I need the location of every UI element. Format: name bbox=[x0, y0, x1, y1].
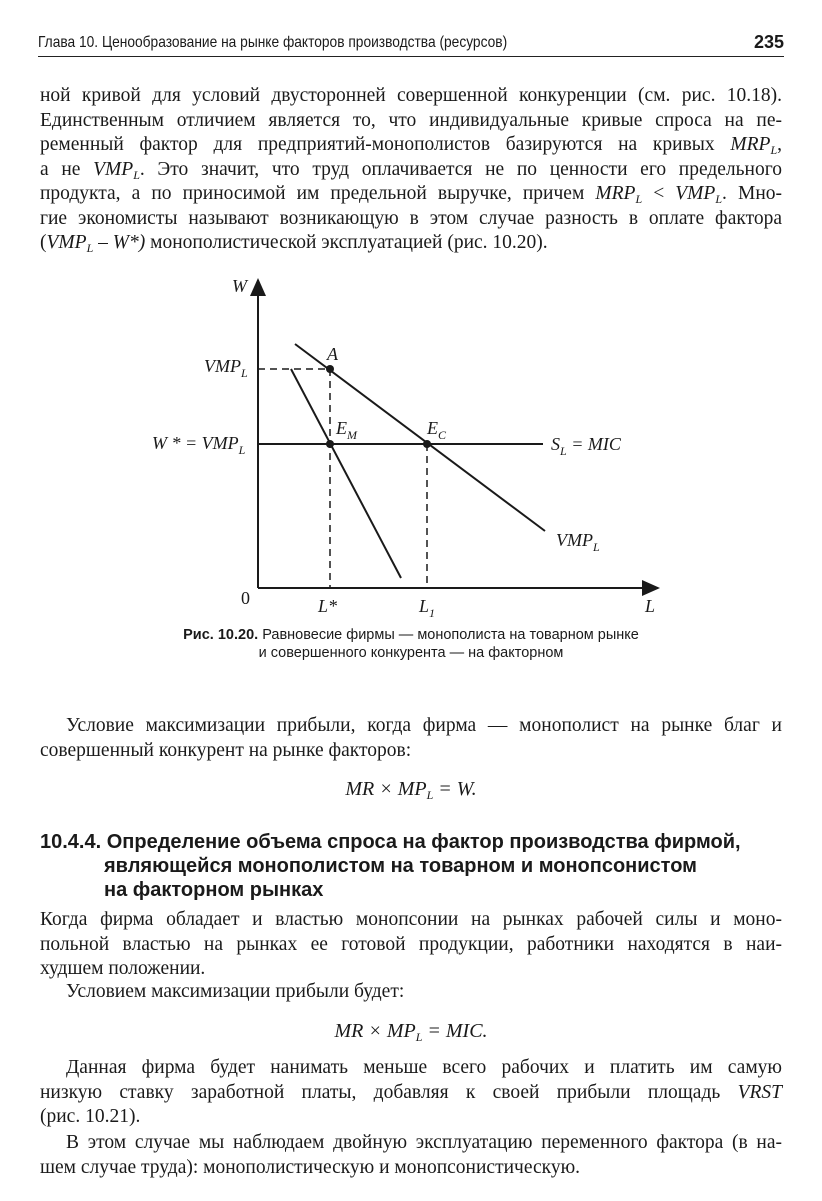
text-line: Условием максимизации прибыли будет: bbox=[66, 981, 405, 1002]
text-line: $(VMP_L - W*)$ монополистической эксплуатацией (рис. 10.20). bbox=[40, 232, 548, 255]
text-line: шем случае труда): монополистическую и монопсонистическую. bbox=[40, 1156, 581, 1178]
text-line: продукта, а по приносимой им предельной выручке, причем $MRP_L < VMP_L$. Мно- bbox=[40, 183, 782, 206]
figure-10-20 bbox=[0, 270, 822, 620]
text-line: Условие максимизации прибыли, когда фирма — монополист на рынке благ и bbox=[66, 715, 782, 736]
formula-mr-mp-mic: MR × $MP_L$ = MIC. bbox=[334, 1020, 488, 1044]
running-header bbox=[38, 30, 784, 57]
mrp-curve bbox=[291, 369, 401, 578]
chapter-title: Глава 10. Ценообразование на рынке факторов производства (ресурсов) bbox=[38, 34, 508, 51]
paragraph-condition bbox=[40, 714, 782, 763]
text-line: худшем положении. bbox=[40, 958, 206, 979]
supply-mic-label: $S_L$ = MIC bbox=[551, 434, 621, 458]
w-axis-label: W bbox=[232, 276, 247, 296]
text-line: совершенный конкурент на рынке факторов: bbox=[40, 739, 412, 761]
text-line: Когда фирма обладает и властью монопсонии на рынках рабочей силы и моно- bbox=[40, 909, 782, 930]
caption-text: и совершенного конкурента — на факторном bbox=[258, 645, 564, 661]
point-em-label: $E_M$ bbox=[336, 418, 357, 442]
wstar-axis-label: W * = $VMP_L$ bbox=[152, 433, 246, 457]
text-line: В этом случае мы наблюдаем двойную эксплуатацию переменного фактора (в на- bbox=[66, 1132, 782, 1153]
text-line: (рис. 10.21). bbox=[40, 1106, 141, 1127]
l1-label: $L_1$ bbox=[419, 596, 436, 620]
paragraph-wages bbox=[40, 1056, 782, 1130]
origin-label: 0 bbox=[241, 588, 250, 608]
caption-text: Равновесие фирмы — монополиста на товарном рынке bbox=[258, 627, 639, 643]
text-line: ной кривой для условий двусторонней совершенной конкуренции (см. рис. 10.18). bbox=[40, 85, 782, 106]
text-line: Единственным отличием является то, что индивидуальные кривые спроса на пе- bbox=[40, 109, 782, 131]
l-axis-label: L bbox=[645, 596, 656, 616]
text-line: ременный фактор для предприятий-монополистов базируются на кривых $MRP_L$, bbox=[40, 134, 782, 157]
text-line: гие экономисты называют возникающую в этом случае разность в оплате фактора bbox=[40, 207, 782, 229]
paragraph-intro bbox=[40, 84, 782, 256]
point-em bbox=[326, 440, 334, 448]
vmp-curve-label: $VMP_L$ bbox=[556, 530, 600, 554]
caption-label: Рис. 10.20. bbox=[183, 627, 259, 643]
page-number: 235 bbox=[753, 32, 784, 52]
text-line: польной властью на рынках ее готовой продукции, работники находятся в наи- bbox=[40, 933, 782, 955]
vmpl-axis-label: $VMP_L$ bbox=[204, 356, 248, 380]
lstar-label: L* bbox=[318, 596, 338, 616]
section-heading: 10.4.4. Определение объема спроса на фактор производства фирмой, являющейся монополистом на товарном и монопсонистом на факторном рынках bbox=[40, 831, 741, 901]
point-ec bbox=[423, 440, 431, 448]
point-ec-label: $E_C$ bbox=[427, 418, 447, 442]
text-line: низкую ставку заработной платы, добавляя к своей прибыли площадь VRST bbox=[40, 1081, 782, 1103]
text-line: Данная фирма будет нанимать меньше всего рабочих и платить им самую bbox=[66, 1057, 782, 1078]
formula-mr-mp-w: MR × $MP_L = W$. bbox=[345, 778, 477, 802]
point-a-label: A bbox=[327, 344, 338, 364]
point-a bbox=[326, 365, 334, 373]
figure-caption bbox=[0, 626, 822, 662]
text-line: а не $VMP_L$. Это значит, что труд оплачивается не по ценности его предельного bbox=[40, 158, 782, 182]
paragraph-exploitation bbox=[40, 1131, 782, 1180]
paragraph-condition-2 bbox=[40, 980, 782, 1005]
paragraph-monopsony bbox=[40, 908, 782, 982]
